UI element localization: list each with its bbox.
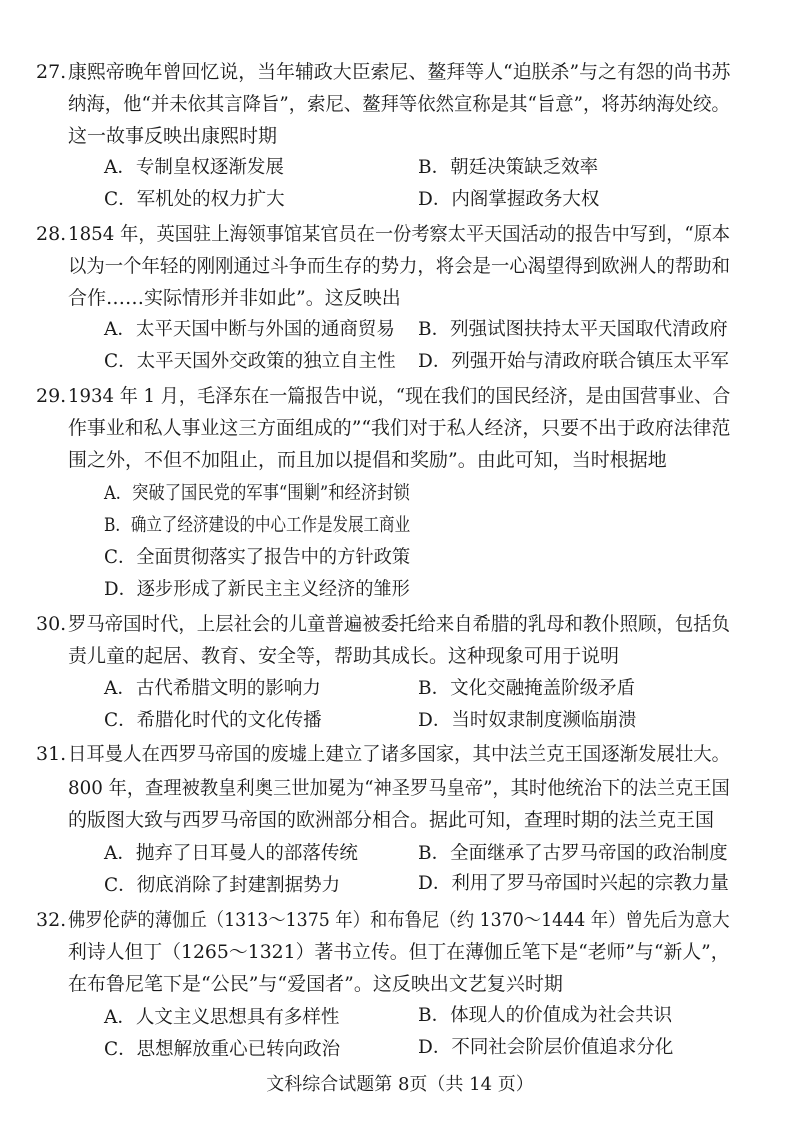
question-stem-line: 合作……实际情形并非如此”。这反映出 <box>68 287 401 309</box>
question-stem-line: 的版图大致与西罗马帝国的欧洲部分相合。据此可知，查理时期的法兰克王国 <box>68 809 715 831</box>
option-b: B．全面继承了古罗马帝国的政治制度 <box>418 843 728 864</box>
option-c: C．希腊化时代的文化传播 <box>104 710 322 731</box>
option-c: C．彻底消除了封建割据势力 <box>104 875 341 896</box>
question-stem-line: 作事业和私人事业这三方面组成的”“我们对于私人经济，只要不出于政府法律范 <box>68 417 731 439</box>
question-stem-line: 佛罗伦萨的薄伽丘（1313～1375 年）和布鲁尼（约 1370～1444 年）曾先后为意大 <box>68 909 730 931</box>
question-stem-line: 1934 年 1 月，毛泽东在一篇报告中说，“现在我们的国民经济，是由国营事业、合 <box>68 385 731 407</box>
question-stem-line: 以为一个年轻的刚刚通过斗争而生存的势力，将会是一心渴望得到欧洲人的帮助和 <box>68 255 731 277</box>
option-b: B．确立了经济建设的中心工作是发展工商业 <box>104 515 411 536</box>
question-number: 31. <box>36 743 67 765</box>
question-stem-line: 围之外，不但不加阻止，而且加以提倡和奖励”。由此可知，当时根据地 <box>68 449 667 471</box>
option-a: A．抛弃了日耳曼人的部落传统 <box>104 843 358 864</box>
option-a: A．太平天国中断与外国的通商贸易 <box>104 319 395 340</box>
option-b: B．列强试图扶持太平天国取代清政府 <box>418 319 728 340</box>
option-a: A．古代希腊文明的影响力 <box>104 678 321 699</box>
question-stem-line: 在布鲁尼笔下是“公民”与“爱国者”。这反映出文艺复兴时期 <box>68 973 563 995</box>
question-stem-line: 罗马帝国时代，上层社会的儿童普遍被委托给来自希腊的乳母和教仆照顾，包括负 <box>68 613 731 635</box>
question-stem-line: 纳海，他“并未依其言降旨”，索尼、鳌拜等依然宣称是其“旨意”，将苏纳海处绞。 <box>68 93 730 115</box>
option-c: C．军机处的权力扩大 <box>104 189 285 210</box>
question-number: 27. <box>36 61 67 83</box>
option-c: C．思想解放重心已转向政治 <box>104 1039 341 1060</box>
question-stem-line: 利诗人但丁（1265～1321）著书立传。但丁在薄伽丘笔下是“老师”与“新人”， <box>68 941 730 963</box>
question-stem-line: 1854 年，英国驻上海领事馆某官员在一份考察太平天国活动的报告中写到，“原本 <box>68 223 731 245</box>
question-stem-line: 这一故事反映出康熙时期 <box>68 125 278 147</box>
option-b: B．体现人的价值成为社会共识 <box>418 1005 673 1026</box>
question-stem-line: 责儿童的起居、教育、安全等，帮助其成长。这种现象可用于说明 <box>68 645 620 667</box>
option-c: C．全面贯彻落实了报告中的方针政策 <box>104 547 411 568</box>
option-b: B．文化交融掩盖阶级矛盾 <box>418 678 636 699</box>
question-number: 32. <box>36 909 67 931</box>
option-d: D．当时奴隶制度濒临崩溃 <box>418 710 637 731</box>
question-stem-line: 800 年，查理被教皇利奥三世加冕为“神圣罗马皇帝”，其时他统治下的法兰克王国 <box>68 777 730 799</box>
question-stem-line: 日耳曼人在西罗马帝国的废墟上建立了诸多国家，其中法兰克王国逐渐发展壮大。 <box>68 743 731 765</box>
question-number: 30. <box>36 613 67 635</box>
question-stem-line: 康熙帝晚年曾回忆说，当年辅政大臣索尼、鳌拜等人“迫朕杀”与之有怨的尚书苏 <box>68 61 731 83</box>
option-d: D．逐步形成了新民主主义经济的雏形 <box>104 579 410 600</box>
option-a: A．专制皇权逐渐发展 <box>104 157 284 178</box>
option-c: C．太平天国外交政策的独立自主性 <box>104 351 396 372</box>
question-number: 28. <box>36 223 67 245</box>
option-d: D．不同社会阶层价值追求分化 <box>418 1037 674 1058</box>
option-d: D．利用了罗马帝国时兴起的宗教力量 <box>418 873 729 894</box>
option-a: A．人文主义思想具有多样性 <box>104 1007 340 1028</box>
option-a: A．突破了国民党的军事“围剿”和经济封锁 <box>104 483 410 504</box>
option-d: D．列强开始与清政府联合镇压太平军 <box>418 351 729 372</box>
option-b: B．朝廷决策缺乏效率 <box>418 157 599 178</box>
page-footer: 文科综合试题第 8页（共 14 页） <box>266 1074 534 1095</box>
question-number: 29. <box>36 385 67 407</box>
option-d: D．内阁掌握政务大权 <box>418 189 600 210</box>
